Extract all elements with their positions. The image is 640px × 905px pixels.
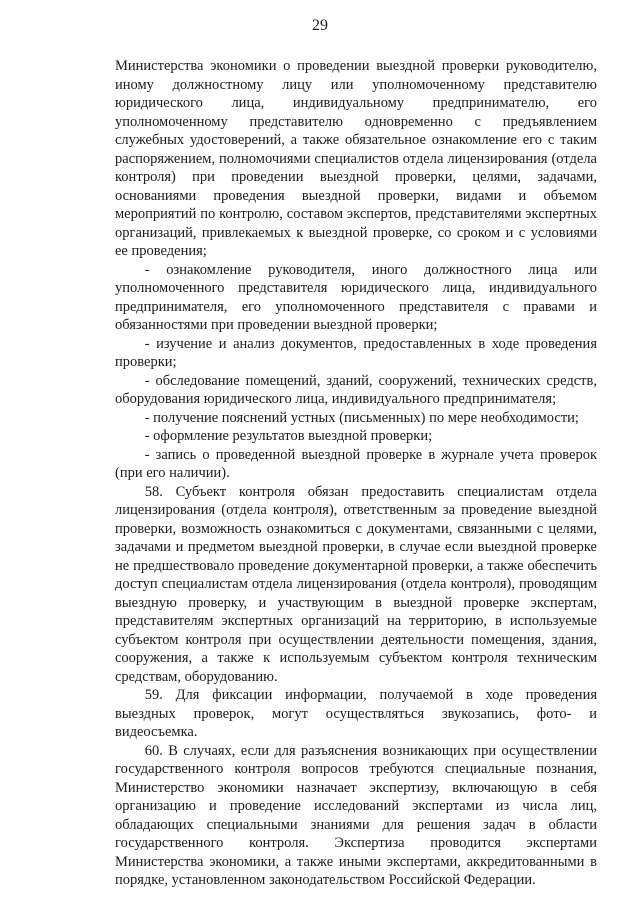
list-item-acquaintance: - ознакомление руководителя, иного должностного лица или уполномоченного представителя юридического лица, индивидуального предпринимателя, его уполномоченного представителя с правами и обязанностями при проведении выездной проверки; [115, 261, 597, 333]
list-item-explanations: - получение пояснений устных (письменных) по мере необходимости; [144, 409, 579, 426]
list-item-document-study: - изучение и анализ документов, предоставленных в ходе проведения проверки; [115, 335, 597, 370]
paragraph-60: 60. В случаях, если для разъяснения возникающих при осуществлении государственного контроля вопросов требуются специальные познания, Министерство экономики назначает экспертизу, включающую в себя организацию и проведение исследований экспертами из числа лиц, обладающих специальными знаниями для решения задач в области государственного контроля. Экспертиза проводится экспертами Министерства экономики, а также иными экспертами, аккредитованными в порядке, установленном законодательством Российской Федерации. [115, 742, 597, 888]
paragraph-58: 58. Субъект контроля обязан предоставить специалистам отдела лицензирования (отдела контроля), ответственным за проведение выездной проверки, возможность ознакомиться с документами, связанными с целями, задачами и предметом выездной проверки, в случае если выездной проверке не предшествовало проведение документарной проверки, а также обеспечить доступ специалистам отдела лицензирования (отдела контроля), проводящим выездную проверку, и участвующим в выездной проверке экспертам, представителям экспертных организаций на территорию, в используемые субъектом контроля при осуществлении деятельности помещения, здания, сооружения, а также к используемым субъектом контроля техническим средствам, оборудованию. [115, 483, 597, 685]
list-item-journal-record: - запись о проведенной выездной проверке в журнале учета проверок (при его наличии). [115, 446, 597, 481]
paragraph-continued: Министерства экономики о проведении выездной проверки руководителю, иному должностному лицу или уполномоченному представителю юридического лица, индивидуальному предпринимателю, его уполномоченному представителю одновременно с предъявлением служебных удостоверений, а также обязательное ознакомление его с таким распоряжением, полномочиями специалистов отдела лицензирования (отдела контроля) при проведении выездной проверки, целями, задачами, основаниями проведения выездной проверки, видами и объемом мероприятий по контролю, составом экспертов, представителями экспертных организаций, привлекаемых к выездной проверке, со сроком и с условиями ее проведения; [115, 58, 597, 259]
list-item-results: - оформление результатов выездной проверки; [144, 428, 433, 444]
page-number: 29 [312, 17, 328, 34]
list-item-inspection: - обследование помещений, зданий, сооружений, технических средств, оборудования юридического лица, индивидуального предпринимателя; [115, 372, 597, 407]
paragraph-59: 59. Для фиксации информации, получаемой в ходе проведения выездных проверок, могут осуществляться звукозапись, фото- и видеосъемка. [115, 687, 597, 740]
document-body [115, 57, 597, 890]
